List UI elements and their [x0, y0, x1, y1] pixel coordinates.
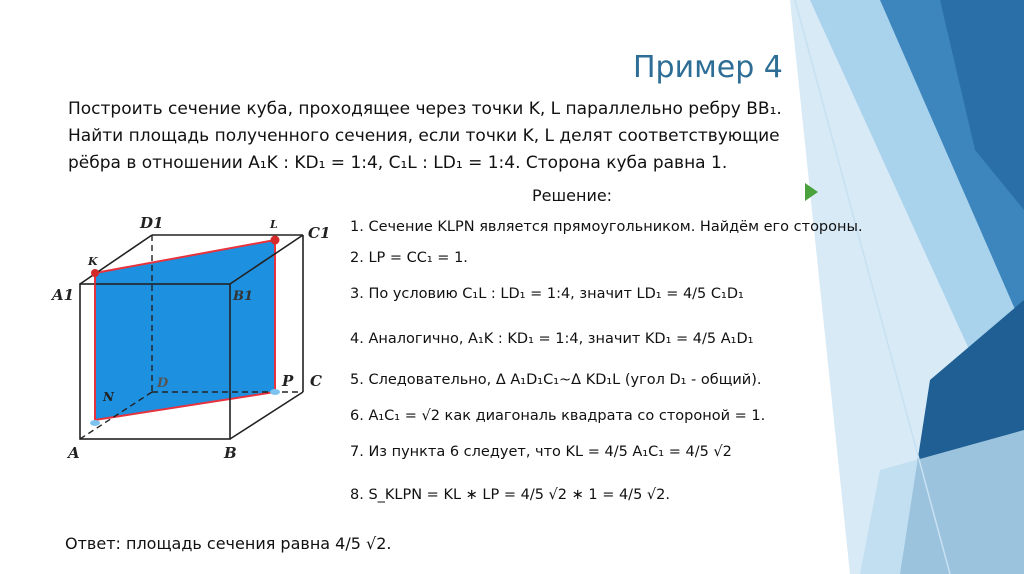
vertex-label-p: P: [282, 372, 294, 390]
vertex-label-a1: A1: [52, 286, 75, 304]
vertex-label-d1: D1: [140, 214, 164, 232]
problem-statement: [68, 96, 788, 177]
problem-line: Найти площадь полученного сечения, если точки K, L делят соответствующие: [68, 126, 780, 146]
solution-step-8: 8. S_KLPN = KL ∗ LP = 4/5 √2 ∗ 1 = 4/5 √2.: [350, 487, 670, 503]
solution-step-7: 7. Из пункта 6 следует, что KL = 4/5 A₁C₁ = 4/5 √2: [350, 444, 732, 460]
vertex-label-b: B: [224, 444, 237, 462]
problem-line: Построить сечение куба, проходящее через точки K, L параллельно ребру BB₁.: [68, 99, 782, 119]
point-k: [91, 269, 99, 277]
solution-step-4: 4. Аналогично, A₁K : KD₁ = 1:4, значит KD₁ = 4/5 A₁D₁: [350, 331, 754, 347]
solution-step-6: 6. A₁C₁ = √2 как диагональ квадрата со стороной = 1.: [350, 408, 766, 424]
vertex-label-n: N: [103, 390, 114, 404]
problem-line: рёбра в отношении A₁K : KD₁ = 1:4, C₁L : LD₁ = 1:4. Сторона куба равна 1.: [68, 153, 728, 173]
vertex-label-c: C: [310, 372, 322, 390]
slide-title: Пример 4: [633, 50, 783, 85]
solution-step-1: 1. Сечение KLPN является прямоугольником. Найдём его стороны.: [350, 219, 863, 235]
cube-figure: [40, 205, 350, 465]
vertex-label-l: L: [270, 218, 278, 231]
point-p: [270, 389, 280, 395]
vertex-label-k: K: [88, 255, 98, 268]
section-plane: [95, 240, 275, 420]
vertex-label-c1: C1: [308, 224, 331, 242]
edge-b-c: [230, 392, 303, 439]
solution-step-5: 5. Следовательно, Δ A₁D₁C₁~Δ KD₁L (угол D₁ - общий).: [350, 372, 762, 388]
vertex-label-d: D: [157, 376, 169, 391]
vertex-label-b1: B1: [233, 289, 254, 304]
answer: Ответ: площадь сечения равна 4/5 √2.: [65, 534, 392, 553]
solution-heading: Решение:: [532, 186, 613, 205]
point-l: [271, 236, 280, 245]
vertex-label-a: A: [68, 444, 80, 462]
solution-step-3: 3. По условию C₁L : LD₁ = 1:4, значит LD₁ = 4/5 C₁D₁: [350, 286, 744, 302]
point-n: [90, 420, 100, 426]
solution-step-2: 2. LP = CC₁ = 1.: [350, 250, 468, 266]
